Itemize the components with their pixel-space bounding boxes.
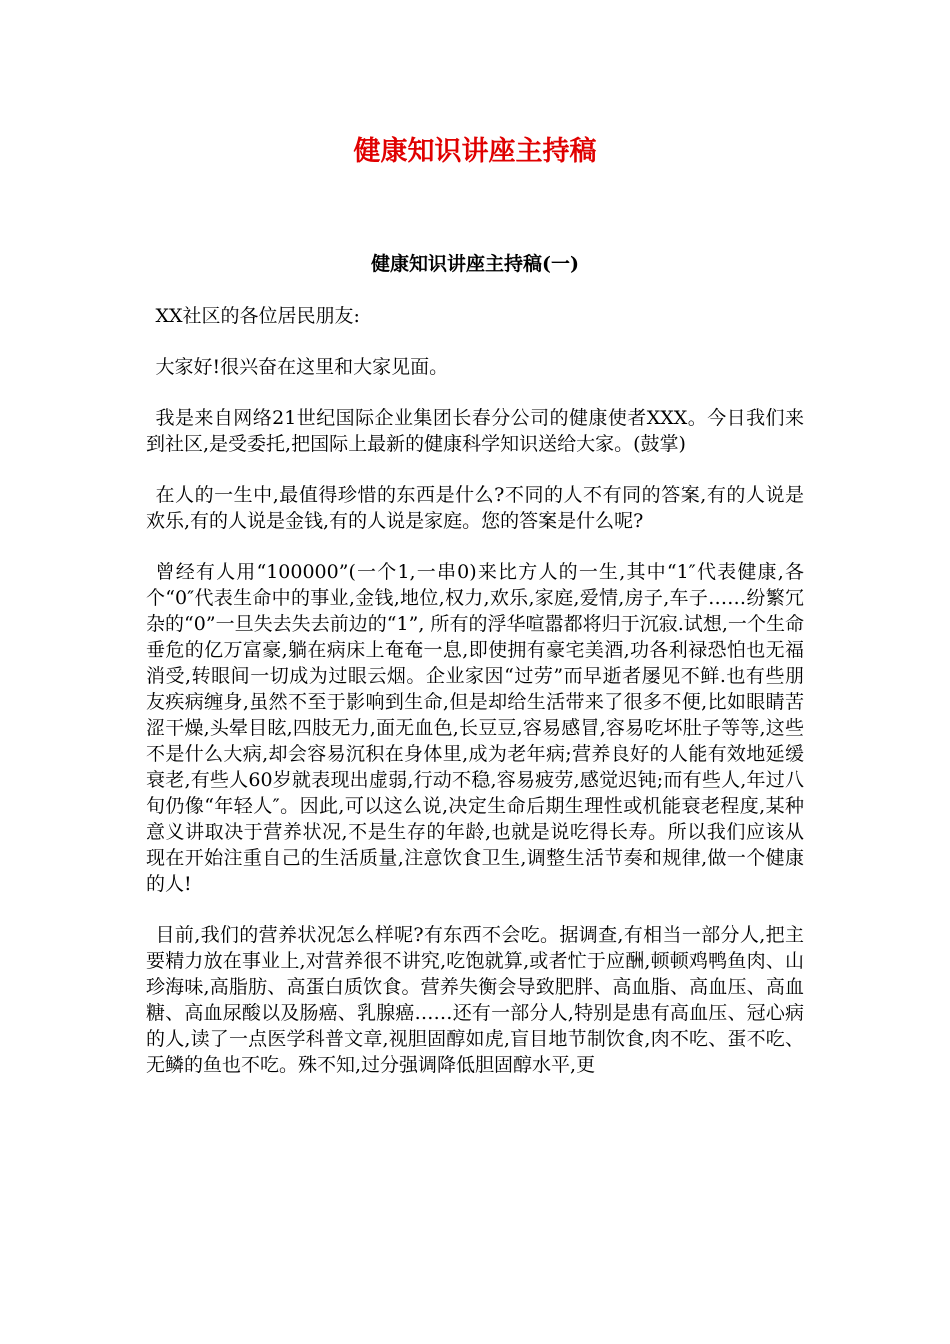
paragraph-introduction: 我是来自网络21世纪国际企业集团长春分公司的健康使者XXX。今日我们来到社区,是受委托,把国际上最新的健康科学知识送给大家。(鼓掌) xyxy=(146,407,804,455)
paragraph-greeting: XX社区的各位居民朋友: xyxy=(155,305,360,327)
document-subtitle: 健康知识讲座主持稿(一) xyxy=(371,253,579,275)
document-title: 健康知识讲座主持稿 xyxy=(353,136,597,167)
paragraph-question: 在人的一生中,最值得珍惜的东西是什么?不同的人不有同的答案,有的人说是欢乐,有的人说是金钱,有的人说是家庭。您的答案是什么呢? xyxy=(146,484,804,532)
paragraph-hello: 大家好!很兴奋在这里和大家见面。 xyxy=(155,356,449,378)
paragraph-nutrition-status: 目前,我们的营养状况怎么样呢?有东西不会吃。据调查,有相当一部分人,把主要精力放在事业上,对营养很不讲究,吃饱就算,或者忙于应酬,顿顿鸡鸭鱼肉、山珍海味,高脂肪、高蛋白质饮食。营养失衡会导致肥胖、高血脂、高血压、高血糖、高血尿酸以及肠癌、乳腺癌……还有一部分人,特别是患有高血压、冠心病的人,读了一点医学科普文章,视胆固醇如虎,盲目地节制饮食,肉不吃、蛋不吃、无鳞的鱼也不吃。殊不知,过分强调降低胆固醇水平,更 xyxy=(146,924,804,1076)
document-body xyxy=(146,303,804,1103)
paragraph-health-metaphor: 曾经有人用“100000”(一个1,一串0)来比方人的一生,其中“1″代表健康,各个“0″代表生命中的事业,金钱,地位,权力,欢乐,家庭,爱情,房子,车子……纷繁冗杂的“0”一旦失去失去前边的“1”, 所有的浮华喧嚣都将归于沉寂.试想,一个生命垂危的亿万富豪,躺在病床上奄奄一息,即使拥有豪宅美酒,功各利禄恐怕也无福消受,转眼间一切成为过眼云烟。企业家因“过劳”而早逝者屡见不鲜.也有些朋友疾病缠身,虽然不至于影响到生命,但是却给生活带来了很多不便,比如眼睛苦涩干燥,头晕目眩,四肢无力,面无血色,长豆豆,容易感冒,容易吃坏肚子等等,这些不是什么大病,却会容易沉积在身体里,成为老年病;营养良好的人能有效地延缓衰老,有些人60岁就表现出虚弱,行动不稳,容易疲劳,感觉迟钝;而有些人,年过八旬仍像“年轻人″。因此,可以这么说,决定生命后期生理性或机能衰老程度,某种意义讲取决于营养状况,不是生存的年龄,也就是说吃得长寿。所以我们应该从现在开始注重自己的生活质量,注意饮食卫生,调整生活节奏和规律,做一个健康的人! xyxy=(146,561,804,895)
